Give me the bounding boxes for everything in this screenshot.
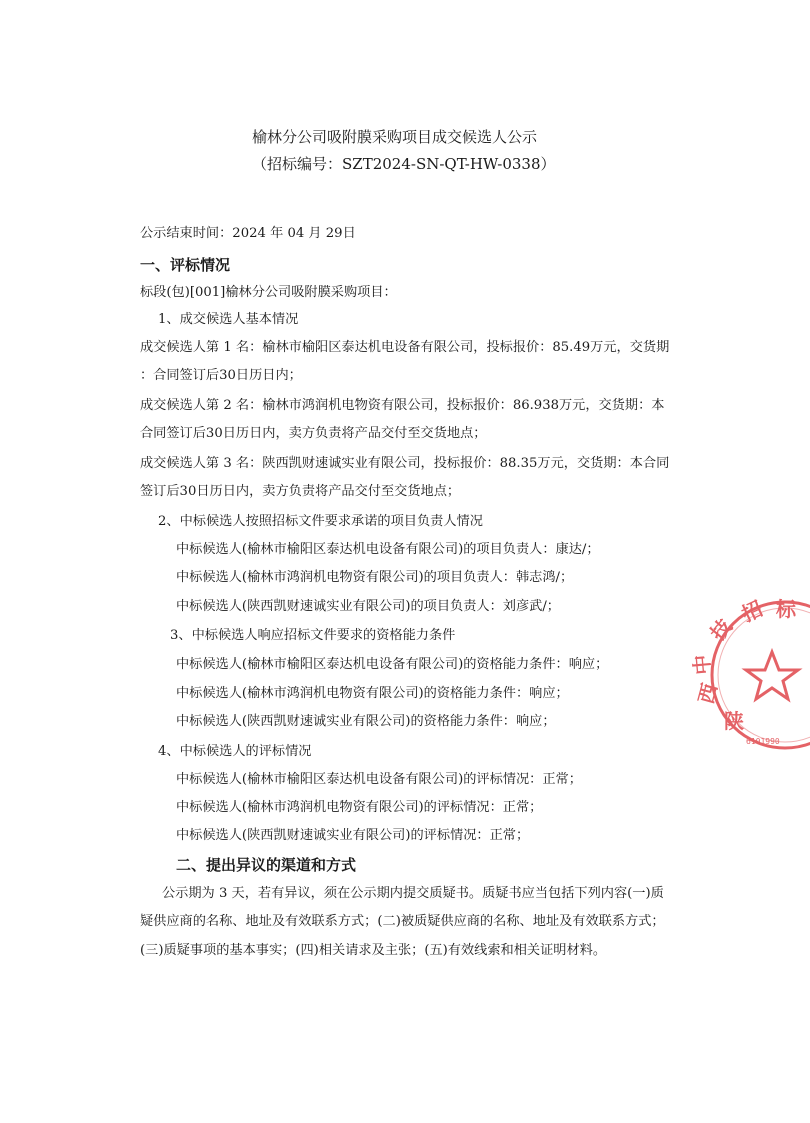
subsection-heading-project-leader: 2、中标候选人按照招标文件要求承诺的项目负责人情况 [158, 514, 483, 529]
svg-text:西: 西 [693, 680, 723, 707]
objection-paragraph-line: 公示期为 3 天，若有异议，须在公示期内提交质疑书。质疑书应当包括下列内容(一)质 [162, 886, 664, 901]
candidate-line: ：合同签订后30日历日内； [140, 368, 302, 383]
evaluation-status-line: 中标候选人(榆林市榆阳区泰达机电设备有限公司)的评标情况：正常； [176, 772, 582, 787]
qualification-line: 中标候选人(榆林市榆阳区泰达机电设备有限公司)的资格能力条件：响应； [176, 657, 609, 672]
svg-text:标: 标 [776, 597, 796, 621]
svg-text:6101990: 6101990 [746, 737, 780, 746]
subsection-heading-basic-info: 1、成交候选人基本情况 [158, 312, 299, 327]
candidate-line: 合同签订后30日历日内，卖方负责将产品交付至交货地点； [140, 426, 487, 441]
evaluation-status-line: 中标候选人(榆林市鸿润机电物资有限公司)的评标情况：正常； [176, 800, 543, 815]
lot-title: 标段(包)[001]榆林分公司吸附膜采购项目： [140, 285, 397, 300]
candidate-line: 成交候选人第 1 名：榆林市榆阳区泰达机电设备有限公司，投标报价：85.49万元，交货期 [140, 340, 670, 355]
subsection-heading-evaluation-status: 4、中标候选人的评标情况 [158, 744, 312, 759]
project-leader-line: 中标候选人(榆林市榆阳区泰达机电设备有限公司)的项目负责人：康达/； [176, 542, 600, 557]
seal-star-icon [746, 652, 798, 699]
section-heading-objection: 二、提出异议的渠道和方式 [176, 856, 357, 874]
candidate-line: 成交候选人第 2 名：榆林市鸿润机电物资有限公司，投标报价：86.938万元，交货期：本 [140, 398, 665, 413]
project-leader-line: 中标候选人(榆林市鸿润机电物资有限公司)的项目负责人：韩志鸿/； [176, 570, 574, 585]
svg-text:技: 技 [705, 614, 737, 646]
svg-text:中: 中 [689, 653, 715, 676]
candidate-line: 签订后30日历日内，卖方负责将产品交付至交货地点； [140, 484, 461, 499]
svg-text:陕: 陕 [724, 709, 744, 733]
document-title: 榆林分公司吸附膜采购项目成交候选人公示 [252, 128, 538, 146]
evaluation-status-line: 中标候选人(陕西凯财速诚实业有限公司)的评标情况：正常； [176, 828, 530, 843]
section-heading-evaluation: 一、评标情况 [140, 256, 231, 274]
objection-paragraph-line: (三)质疑事项的基本事实；(四)相关请求及主张；(五)有效线索和相关证明材料。 [140, 943, 607, 958]
qualification-line: 中标候选人(陕西凯财速诚实业有限公司)的资格能力条件：响应； [176, 714, 556, 729]
svg-text:招: 招 [737, 596, 767, 627]
qualification-line: 中标候选人(榆林市鸿润机电物资有限公司)的资格能力条件：响应； [176, 686, 569, 701]
project-leader-line: 中标候选人(陕西凯财速诚实业有限公司)的项目负责人：刘彦武/； [176, 599, 560, 614]
publicity-end-time: 公示结束时间：2024 年 04 月 29日 [140, 226, 356, 241]
candidate-line: 成交候选人第 3 名：陕西凯财速诚实业有限公司，投标报价：88.35万元，交货期：本合同 [140, 456, 670, 471]
objection-paragraph-line: 疑供应商的名称、地址及有效联系方式；(二)被质疑供应商的名称、地址及有效联系方式； [140, 914, 665, 929]
company-seal-stamp [689, 596, 810, 760]
tender-number: （招标编号：SZT2024-SN-QT-HW-0338） [252, 155, 556, 173]
subsection-heading-qualification: 3、中标候选人响应招标文件要求的资格能力条件 [170, 628, 456, 643]
